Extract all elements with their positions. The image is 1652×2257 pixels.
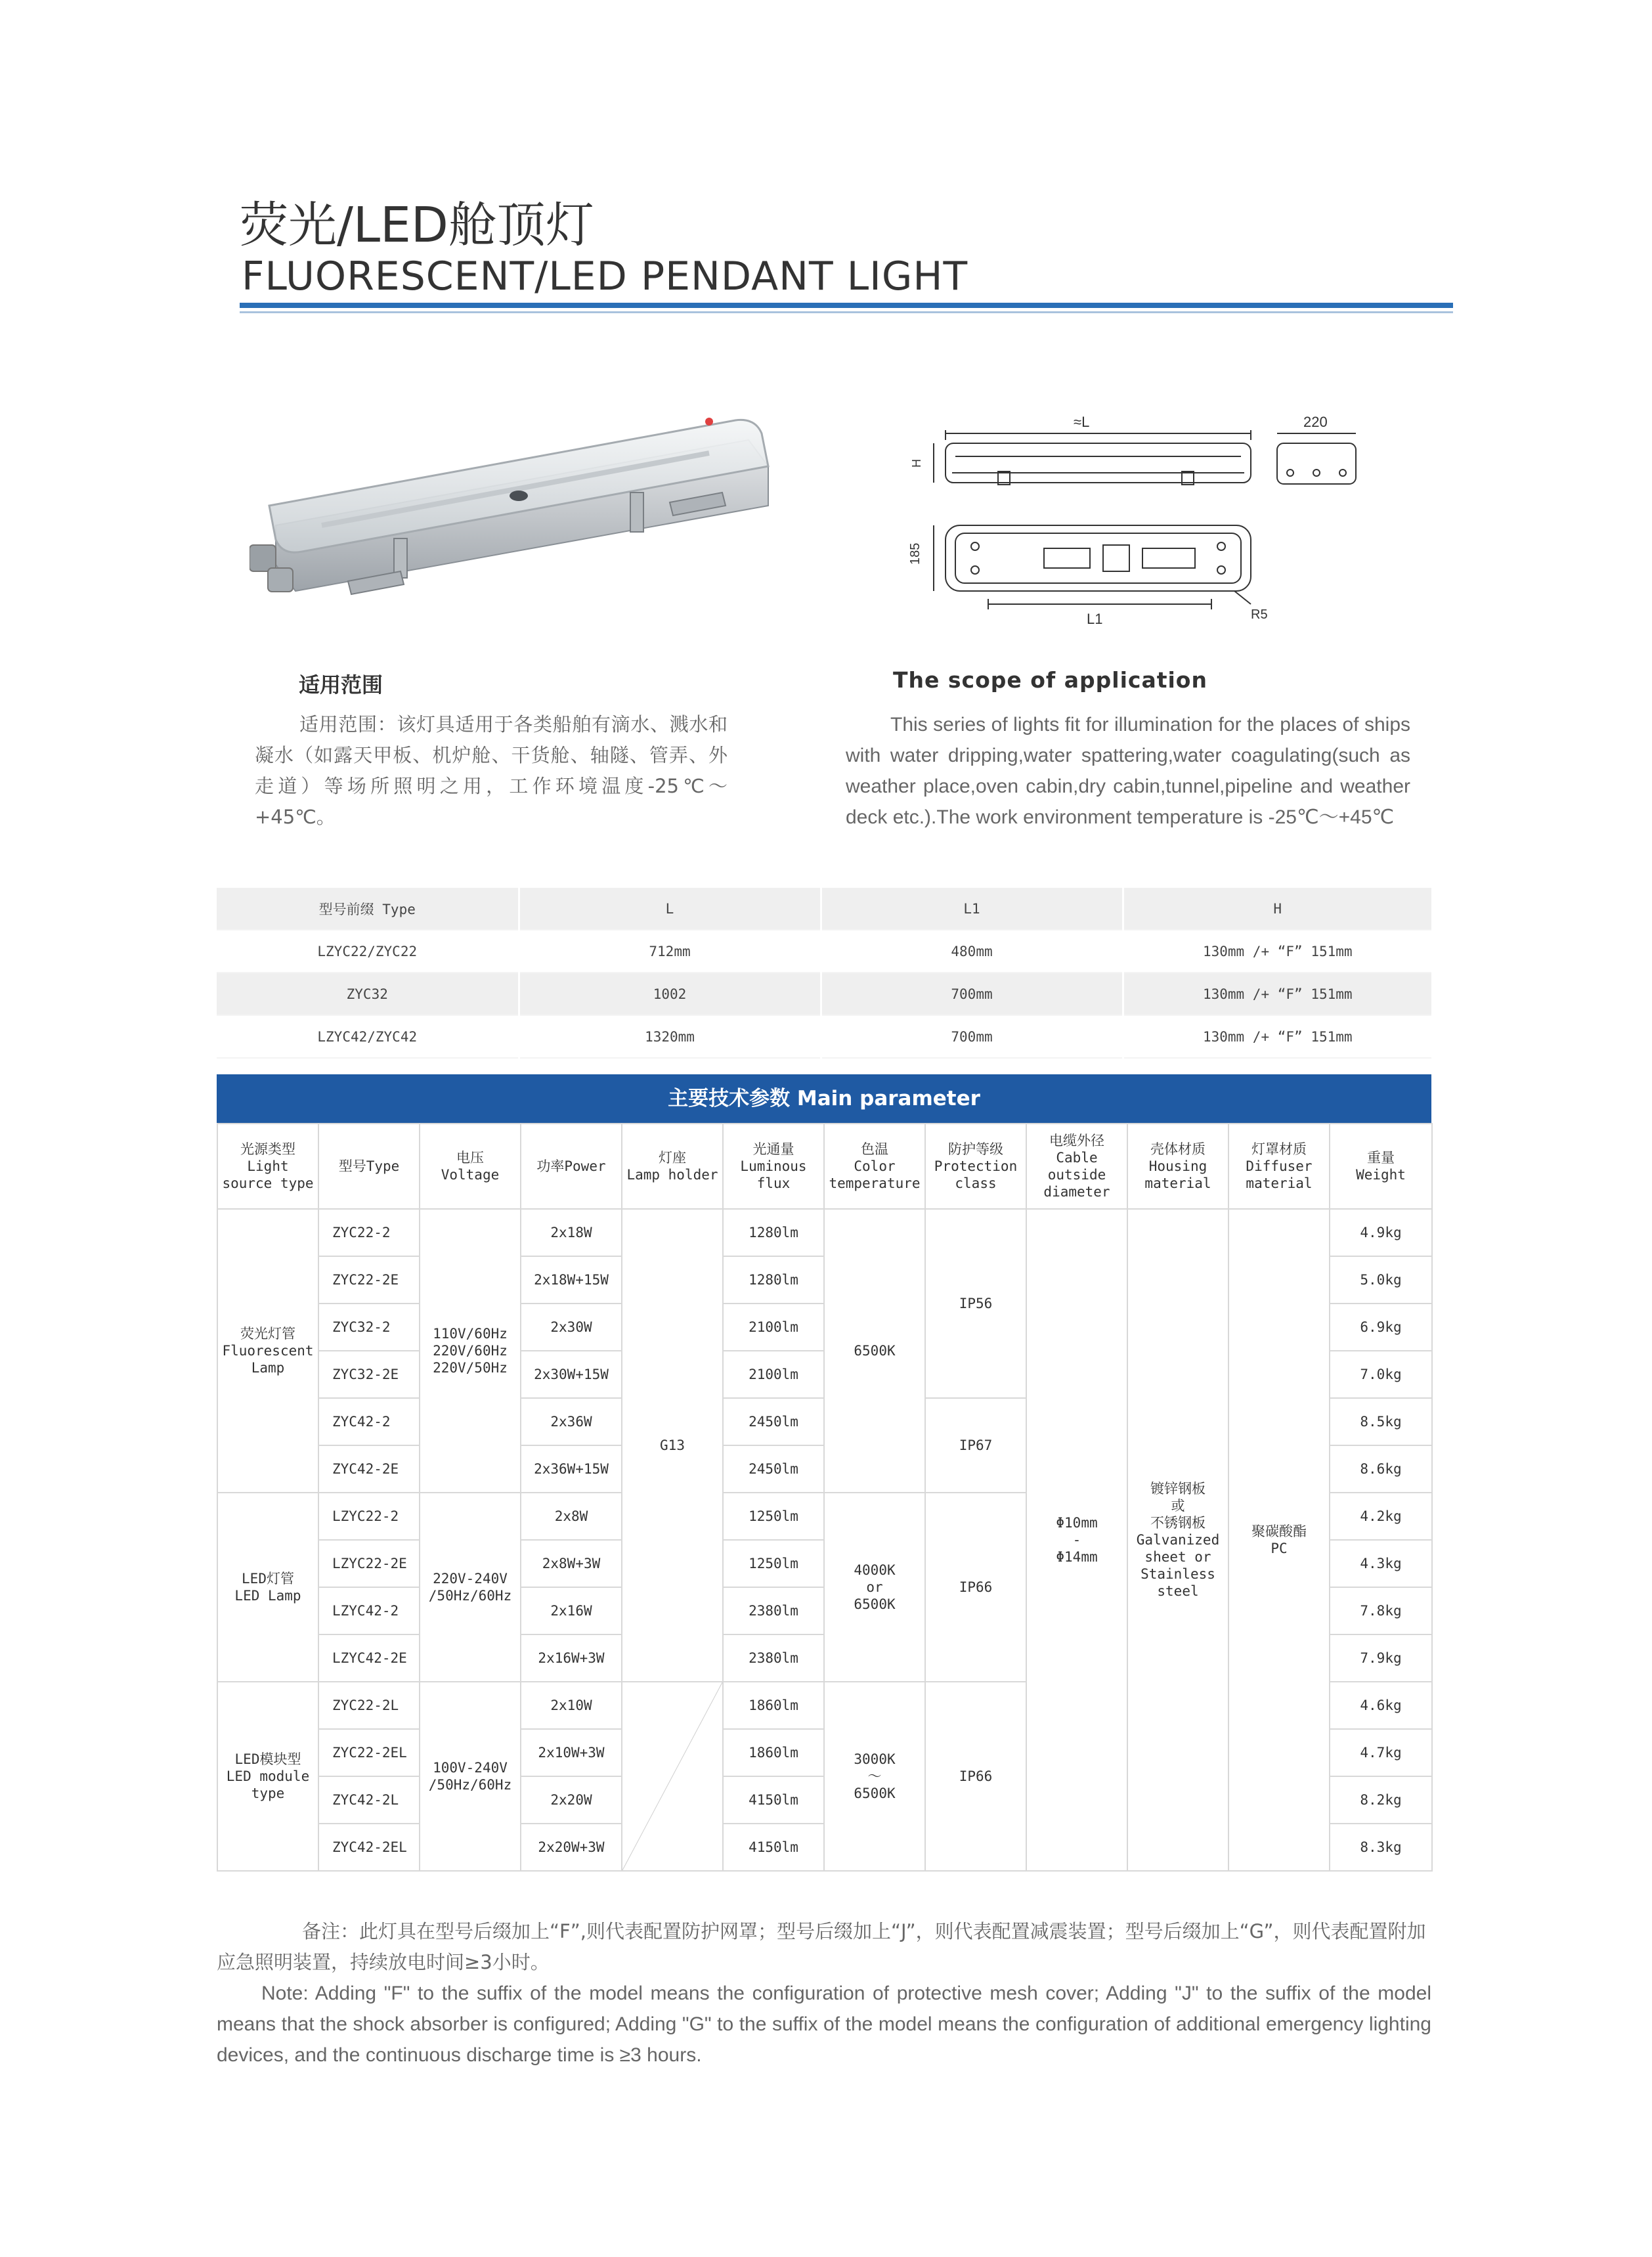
type-cell: ZYC32-2 xyxy=(318,1304,420,1351)
power-cell: 2x36W+15W xyxy=(521,1445,622,1493)
dim-label-L: ≈L xyxy=(1074,414,1090,430)
protection-ip56: IP56 xyxy=(925,1209,1026,1398)
header-cn: 防护等级 xyxy=(948,1141,1003,1157)
dim-cell: 130mm /+ “F” 151mm xyxy=(1202,943,1353,959)
dim-cell: 1320mm xyxy=(519,1015,821,1058)
flux-cell: 1860lm xyxy=(723,1729,824,1776)
header-en: Housing material xyxy=(1144,1158,1211,1191)
table-row xyxy=(217,1015,1431,1058)
scope-text-en: This series of lights fit for illumination for the places of ships with water dripping,water spattering,water coagulating(such as weather place,oven cabin,dry cabin,tunnel,pipeline and weather deck etc.).The work environment temperature is -25℃～+45℃ xyxy=(846,714,1410,828)
dim-cell: 700mm xyxy=(821,973,1123,1015)
flux-cell: 2450lm xyxy=(723,1398,824,1445)
header-en: Voltage xyxy=(441,1167,500,1183)
header-protection-class xyxy=(925,1124,1026,1209)
flux-cell: 1280lm xyxy=(723,1256,824,1304)
header-weight xyxy=(1330,1124,1432,1209)
dim-label-220: 220 xyxy=(1303,414,1328,430)
flux-cell: 4150lm xyxy=(723,1824,824,1871)
header-en: Luminous flux xyxy=(740,1158,807,1191)
group-en: Fluorescent Lamp xyxy=(222,1343,314,1376)
page-title-en: FLUORESCENT/LED PENDANT LIGHT xyxy=(242,253,968,299)
header-cn: 重量 xyxy=(1367,1150,1395,1166)
type-cell: LZYC42-2E xyxy=(318,1634,420,1682)
type-cell: ZYC22-2EL xyxy=(318,1729,420,1776)
type-cell: ZYC42-2 xyxy=(318,1398,420,1445)
main-parameter-table xyxy=(217,1123,1433,1872)
header-lamp-holder xyxy=(622,1124,723,1209)
table-row xyxy=(217,930,1431,973)
header-cable-diameter xyxy=(1026,1124,1127,1209)
type-cell: LZYC22-2 xyxy=(318,1493,420,1540)
group-fluorescent xyxy=(217,1209,318,1493)
scope-text-cn: 适用范围：该灯具适用于各类船舶有滴水、溅水和凝水（如露天甲板、机炉舱、干货舱、轴隧、管弄、外走道）等场所照明之用，工作环境温度-25℃～+45℃。 xyxy=(255,713,728,828)
dim-cell: 712mm xyxy=(519,930,821,973)
type-cell: ZYC32-2E xyxy=(318,1351,420,1398)
dim-cell: 700mm xyxy=(821,1015,1123,1058)
flux-cell: 1250lm xyxy=(723,1493,824,1540)
header-diffuser-material xyxy=(1228,1124,1330,1209)
dim-label-185: 185 xyxy=(908,542,923,565)
weight-cell: 4.9kg xyxy=(1330,1209,1432,1256)
param-table-header xyxy=(217,1124,1432,1209)
power-cell: 2x8W+3W xyxy=(521,1540,622,1587)
group-cn: 荧光灯管 xyxy=(240,1326,295,1342)
flux-cell: 2100lm xyxy=(723,1351,824,1398)
weight-cell: 8.6kg xyxy=(1330,1445,1432,1493)
header-power: 功率Power xyxy=(521,1124,622,1209)
flux-cell: 2380lm xyxy=(723,1587,824,1634)
type-cell: ZYC42-2E xyxy=(318,1445,420,1493)
housing-material-cell xyxy=(1127,1209,1228,1871)
power-cell: 2x8W xyxy=(521,1493,622,1540)
header-cn: 壳体材质 xyxy=(1150,1141,1206,1157)
weight-cell: 4.7kg xyxy=(1330,1729,1432,1776)
voltage-fluorescent xyxy=(420,1209,521,1493)
dim-cell: LZYC22/ZYC22 xyxy=(217,930,519,973)
power-cell: 2x18W xyxy=(521,1209,622,1256)
group-en: LED module type xyxy=(226,1768,310,1801)
type-cell: LZYC22-2E xyxy=(318,1540,420,1587)
cable-line: Φ10mm xyxy=(1056,1515,1098,1531)
header-cn: 光源类型 xyxy=(240,1141,295,1157)
weight-cell: 6.9kg xyxy=(1330,1304,1432,1351)
title-divider xyxy=(240,303,1453,308)
protection-ip67: IP67 xyxy=(925,1398,1026,1493)
scope-heading-en: The scope of application xyxy=(893,667,1207,693)
housing-line: Stainless xyxy=(1141,1566,1215,1582)
header-cn: 色温 xyxy=(861,1141,888,1157)
weight-cell: 7.9kg xyxy=(1330,1634,1432,1682)
color-line: 6500K xyxy=(854,1596,896,1612)
scope-heading-cn: 适用范围 xyxy=(299,672,383,697)
housing-line: sheet or xyxy=(1144,1549,1211,1565)
flux-cell: 1860lm xyxy=(723,1682,824,1729)
weight-cell: 5.0kg xyxy=(1330,1256,1432,1304)
header-en: Lamp holder xyxy=(626,1167,718,1183)
lamp-holder-empty-cell xyxy=(622,1682,723,1871)
voltage-line: /50Hz/60Hz xyxy=(428,1588,512,1604)
dimension-table xyxy=(217,888,1431,1059)
weight-cell: 8.5kg xyxy=(1330,1398,1432,1445)
cable-line: - xyxy=(1072,1532,1081,1548)
note-cn: 备注：此灯具在型号后缀加上“F”,则代表配置防护网罩；型号后缀加上“J”，则代表配置减震装置；型号后缀加上“G”，则代表配置附加应急照明装置，持续放电时间≥3小时。 xyxy=(217,1920,1426,1973)
flux-cell: 4150lm xyxy=(723,1776,824,1824)
group-led xyxy=(217,1493,318,1682)
group-led-module xyxy=(217,1682,318,1871)
header-cn: 灯座 xyxy=(659,1150,686,1166)
dim-cell: 480mm xyxy=(821,930,1123,973)
housing-line: steel xyxy=(1157,1583,1199,1599)
power-cell: 2x20W xyxy=(521,1776,622,1824)
table-row xyxy=(217,973,1431,1015)
diffuser-line: PC xyxy=(1271,1541,1288,1556)
voltage-line: 110V/60Hz xyxy=(433,1326,508,1342)
type-cell: LZYC42-2 xyxy=(318,1587,420,1634)
power-cell: 2x30W xyxy=(521,1304,622,1351)
type-cell: ZYC22-2E xyxy=(318,1256,420,1304)
dimension-table-header xyxy=(217,888,1431,930)
protection-ip66: IP66 xyxy=(925,1493,1026,1682)
header-en: Diffuser material xyxy=(1246,1158,1313,1191)
weight-cell: 4.3kg xyxy=(1330,1540,1432,1587)
group-en: LED Lamp xyxy=(234,1588,301,1604)
power-cell: 2x30W+15W xyxy=(521,1351,622,1398)
protection-ip66-module: IP66 xyxy=(925,1682,1026,1871)
power-cell: 2x16W+3W xyxy=(521,1634,622,1682)
table-row xyxy=(217,1209,1432,1256)
diffuser-material-cell xyxy=(1228,1209,1330,1871)
dim-header-type: 型号前缀 Type xyxy=(217,888,519,930)
page-title-cn: 荧光/LED舱顶灯 xyxy=(240,197,594,253)
flux-cell: 2450lm xyxy=(723,1445,824,1493)
weight-cell: 7.0kg xyxy=(1330,1351,1432,1398)
dim-header-L1: L1 xyxy=(821,888,1123,930)
header-housing-material xyxy=(1127,1124,1228,1209)
dim-cell: 1002 xyxy=(519,973,821,1015)
header-en: Weight xyxy=(1356,1167,1406,1183)
color-line: 3000K xyxy=(854,1751,896,1767)
flux-cell: 1250lm xyxy=(723,1540,824,1587)
color-line: 6500K xyxy=(854,1786,896,1801)
main-parameter-banner: 主要技术参数 Main parameter xyxy=(217,1074,1431,1123)
weight-cell: 7.8kg xyxy=(1330,1587,1432,1634)
dim-cell: 130mm /+ “F” 151mm xyxy=(1202,1028,1353,1045)
header-en: Protection class xyxy=(934,1158,1018,1191)
header-cn: 电压 xyxy=(456,1150,484,1166)
header-color-temperature xyxy=(824,1124,925,1209)
power-cell: 2x18W+15W xyxy=(521,1256,622,1304)
note-en: Note: Adding "F" to the suffix of the model means the configuration of protective mesh cover; Adding "J" to the suffix of the model means that the shock absorber is configured; Adding "G" to the suffix of the model means the configuration of additional emergency lighting devices, and the continuous discharge time is ≥3 hours. xyxy=(217,1983,1431,2066)
header-type: 型号Type xyxy=(318,1124,420,1209)
lamp-holder-cell: G13 xyxy=(622,1209,723,1682)
color-temp-6500: 6500K xyxy=(824,1209,925,1493)
power-cell: 2x36W xyxy=(521,1398,622,1445)
dim-cell: 130mm /+ “F” 151mm xyxy=(1123,973,1431,1015)
voltage-line: 220V/50Hz xyxy=(433,1360,508,1376)
voltage-module xyxy=(420,1682,521,1871)
housing-line: 不锈钢板 xyxy=(1150,1515,1206,1531)
color-temp-4000 xyxy=(824,1493,925,1682)
color-line: or xyxy=(866,1579,883,1595)
voltage-line: 220V/60Hz xyxy=(433,1343,508,1359)
header-cn: 灯罩材质 xyxy=(1251,1141,1307,1157)
group-cn: LED模块型 xyxy=(234,1751,301,1767)
header-luminous-flux xyxy=(723,1124,824,1209)
housing-line: Galvanized xyxy=(1136,1532,1220,1548)
flux-cell: 2100lm xyxy=(723,1304,824,1351)
type-cell: ZYC42-2EL xyxy=(318,1824,420,1871)
weight-cell: 4.6kg xyxy=(1330,1682,1432,1729)
type-cell: ZYC42-2L xyxy=(318,1776,420,1824)
dim-header-L: L xyxy=(519,888,821,930)
dim-header-H: H xyxy=(1123,888,1431,930)
diffuser-line: 聚碳酸酯 xyxy=(1251,1523,1307,1539)
power-cell: 2x20W+3W xyxy=(521,1824,622,1871)
header-voltage xyxy=(420,1124,521,1209)
power-cell: 2x10W+3W xyxy=(521,1729,622,1776)
weight-cell: 4.2kg xyxy=(1330,1493,1432,1540)
flux-cell: 1280lm xyxy=(723,1209,824,1256)
weight-cell: 8.3kg xyxy=(1330,1824,1432,1871)
housing-line: 或 xyxy=(1171,1498,1185,1514)
dim-label-L1: L1 xyxy=(1087,611,1103,627)
housing-line: 镀锌钢板 xyxy=(1150,1481,1206,1497)
cable-line: Φ14mm xyxy=(1056,1549,1098,1565)
header-light-source xyxy=(217,1124,318,1209)
group-cn: LED灯管 xyxy=(242,1571,294,1587)
dim-cell: LZYC42/ZYC42 xyxy=(217,1015,519,1058)
title-divider-thin xyxy=(240,311,1453,313)
dim-cell: ZYC32 xyxy=(217,973,519,1015)
header-en: Light source type xyxy=(222,1158,314,1191)
voltage-line: 100V-240V xyxy=(433,1760,508,1776)
voltage-led xyxy=(420,1493,521,1682)
header-cn: 光通量 xyxy=(752,1141,794,1157)
power-cell: 2x16W xyxy=(521,1587,622,1634)
color-temp-3000 xyxy=(824,1682,925,1871)
header-en: Cable outside diameter xyxy=(1043,1150,1110,1200)
color-line: ～ xyxy=(867,1768,882,1784)
dimension-drawing xyxy=(906,407,1392,650)
dim-label-R5: R5 xyxy=(1251,607,1268,622)
header-cn: 电缆外径 xyxy=(1049,1133,1104,1149)
voltage-line: 220V-240V xyxy=(433,1571,508,1587)
dim-label-H: H xyxy=(910,459,923,468)
header-en: Color temperature xyxy=(829,1158,921,1191)
cable-diameter-cell xyxy=(1026,1209,1127,1871)
voltage-line: /50Hz/60Hz xyxy=(428,1777,512,1793)
flux-cell: 2380lm xyxy=(723,1634,824,1682)
diagonal-line xyxy=(622,1682,722,1870)
product-image xyxy=(250,394,788,617)
power-cell: 2x10W xyxy=(521,1682,622,1729)
weight-cell: 8.2kg xyxy=(1330,1776,1432,1824)
type-cell: ZYC22-2 xyxy=(318,1209,420,1256)
type-cell: ZYC22-2L xyxy=(318,1682,420,1729)
color-line: 4000K xyxy=(854,1562,896,1578)
